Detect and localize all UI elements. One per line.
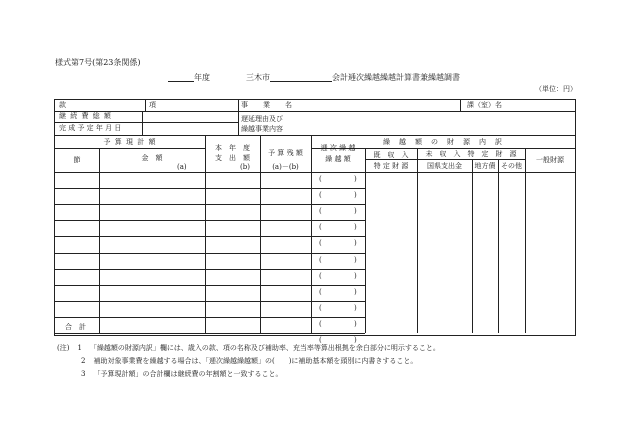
label-keizoku-sougaku: 継 続 費 総 額 xyxy=(59,112,112,120)
col-kishu-1: 既 収 入 xyxy=(373,151,409,159)
label-chien-riyu: 遅延理由及び xyxy=(241,115,283,123)
paren-close: ) xyxy=(354,320,357,328)
row-line xyxy=(55,317,365,318)
title-city: 三木市 xyxy=(246,73,270,82)
paren-close: ) xyxy=(354,223,357,231)
note-3-text: 「予算現計額」の合計欄は継続費の年割額と一致すること。 xyxy=(93,370,283,378)
col-ippan: 一般財源 xyxy=(536,156,564,164)
col-sonota: その他 xyxy=(501,162,522,170)
row-line xyxy=(55,285,365,286)
label-kashitsu: 課（室）名 xyxy=(467,101,502,109)
note-mark: (注) xyxy=(57,344,70,352)
col-kingaku: 金 額 xyxy=(141,154,163,162)
paren-open: ( xyxy=(319,256,322,264)
paren-close: ) xyxy=(354,336,357,344)
document-title xyxy=(168,74,460,82)
row-line xyxy=(55,253,365,254)
paren-open: ( xyxy=(319,320,322,328)
col-teiji-2: 繰 越 額 xyxy=(325,155,351,163)
label-kanryo-yotei: 完 成 予 定 年 月 日 xyxy=(59,124,122,132)
label-kan: 款 xyxy=(59,101,66,109)
note-3 xyxy=(81,371,282,378)
col-b: (b) xyxy=(240,163,250,171)
col-kokken: 国県支出金 xyxy=(427,162,462,170)
paren-close: ) xyxy=(354,272,357,280)
paren-open: ( xyxy=(319,175,322,183)
total-label: 合 計 xyxy=(65,323,86,331)
col-yosan-genkei: 予 算 現 計 額 xyxy=(103,138,157,146)
paren-open: ( xyxy=(319,336,322,344)
paren-close: ) xyxy=(354,175,357,183)
col-teiji-1: 逓 次 繰 越 xyxy=(320,144,356,152)
unit-label: （単位：円） xyxy=(535,85,577,93)
note-2 xyxy=(81,358,417,365)
paren-open: ( xyxy=(319,223,322,231)
col-mishu: 未 収 入 特 定 財 源 xyxy=(425,150,517,158)
row-line xyxy=(55,333,365,334)
paren-close: ) xyxy=(354,304,357,312)
col-amb: (a)－(b) xyxy=(272,163,299,171)
row-line xyxy=(55,236,365,237)
note-3-num: 3 xyxy=(81,370,86,378)
title-nendo: 年度 xyxy=(194,73,210,82)
paren-open: ( xyxy=(319,191,322,199)
label-kurikoshi-naiyo: 繰越事業内容 xyxy=(241,125,283,133)
note-1 xyxy=(57,345,440,352)
label-jigyomei: 事 業 名 xyxy=(241,101,296,109)
label-kou: 項 xyxy=(149,101,156,109)
col-setsu: 節 xyxy=(73,156,81,164)
col-a: (a) xyxy=(177,163,187,171)
year-blank[interactable] xyxy=(168,81,194,82)
form-number: 様式第7号(第23条関係) xyxy=(55,58,141,67)
paren-close: ) xyxy=(354,191,357,199)
paren-open: ( xyxy=(319,288,322,296)
paren-close: ) xyxy=(354,207,357,215)
paren-open: ( xyxy=(319,304,322,312)
col-kishu-2: 特 定 財 源 xyxy=(373,162,409,170)
paren-open: ( xyxy=(319,239,322,247)
paren-close: ) xyxy=(354,256,357,264)
row-line xyxy=(55,188,365,189)
note-2-num: 2 xyxy=(81,357,86,365)
paren-open: ( xyxy=(319,272,322,280)
note-2-text: 補助対象事業費を繰越する場合は、「逓次繰越繰越額」の( )に補助基本額を頭別に内書きすること。 xyxy=(93,357,418,365)
paren-open: ( xyxy=(319,207,322,215)
note-1-num: 1 xyxy=(77,344,82,352)
row-line xyxy=(55,269,365,270)
col-honnendo-1: 本 年 度 xyxy=(215,144,250,152)
note-1-text: 「繰越額の財源内訳」欄には、歳入の款、項の名称及び補助率、充当率等算出根拠を余白部分に明示すること。 xyxy=(89,344,440,352)
row-line xyxy=(55,301,365,302)
col-honnendo-2: 支 出 額 xyxy=(215,154,250,162)
title-rest: 会計逓次繰越繰越計算書兼繰越調書 xyxy=(332,73,460,82)
col-chihosai: 地方債 xyxy=(474,162,496,170)
paren-close: ) xyxy=(354,239,357,247)
paren-close: ) xyxy=(354,288,357,296)
col-zaigen-uchiwake: 繰 越 額 の 財 源 内 訳 xyxy=(383,138,503,146)
col-zangaku: 予 算 残 額 xyxy=(268,149,303,157)
row-line xyxy=(55,220,365,221)
account-blank[interactable] xyxy=(270,81,332,82)
carryover-form-table xyxy=(54,99,576,344)
row-line xyxy=(55,204,365,205)
